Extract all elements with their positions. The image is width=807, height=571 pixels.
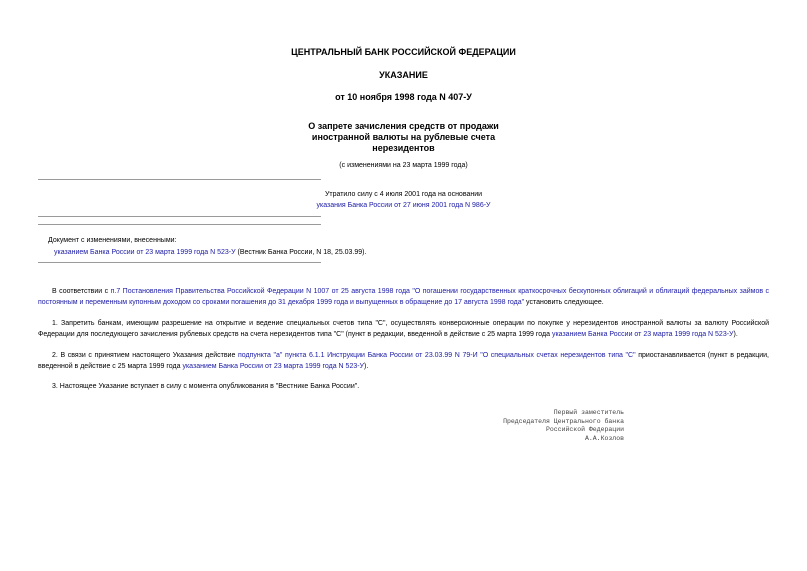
divider bbox=[38, 216, 321, 217]
changes-label: Документ с изменениями, внесенными: bbox=[48, 237, 177, 244]
item-1-link[interactable]: указанием Банка России от 23 марта 1999 года N 523-У bbox=[551, 331, 734, 338]
signature-name: А.А.Козлов bbox=[584, 434, 624, 442]
subject-line-2: иностранной валюты на рублевые счета bbox=[311, 132, 496, 142]
intro-paragraph bbox=[38, 286, 769, 308]
subject-line-1: О запрете зачисления средств от продажи bbox=[308, 121, 499, 131]
divider bbox=[38, 262, 321, 263]
item-2-instruction-link[interactable]: подпункта "а" пункта 6.1.1 Инструкции Банка России от 23.03.99 N 79-И "О специальных счетах нерезидентов типа "С" bbox=[237, 352, 636, 359]
divider bbox=[38, 179, 321, 180]
amendment-note: (с изменениями на 23 марта 1999 года) bbox=[339, 162, 468, 169]
document-subject bbox=[0, 121, 807, 154]
changes-link[interactable]: указанием Банка России от 23 марта 1999 года N 523-У bbox=[54, 249, 236, 256]
item-2-pre: 2. В связи с принятием настоящего Указания действие bbox=[52, 352, 238, 359]
lost-force-link[interactable]: указания Банка России от 27 июня 2001 года N 986-У bbox=[316, 202, 491, 209]
subject-line-3: нерезидентов bbox=[372, 143, 435, 153]
item-1-text: 1. Запретить банкам, имеющим разрешение на открытие и ведение специальных счетов типа "С", осуществлять конверсионные операции по покупке у нерезидентов иностранной валюты за валюту Российской Федерации для последующего зачисления рублевых средств на счета нерезидентов типа "С" (пункт в редакции, введенной в действие с 25 марта 1999 года bbox=[38, 320, 769, 338]
item-1-end: ). bbox=[733, 331, 738, 338]
signature-block bbox=[470, 409, 624, 443]
intro-decree-link[interactable]: п.7 Постановления Правительства Российской Федерации N 1007 от 25 августа 1998 года "О погашении государственных краткосрочных бескупонных облигаций и облигаций федеральных займов с постоянным и переменным купонным доходом со сроками погашения до 31 декабря 1999 года и выпущенных в обращение до 17 августа 1998 года" bbox=[38, 288, 769, 306]
item-2-paragraph bbox=[38, 350, 769, 372]
signature-line-1: Первый заместитель bbox=[553, 409, 624, 416]
item-2-link[interactable]: указанием Банка России от 23 марта 1999 года N 523-У bbox=[182, 363, 365, 370]
document-date-number: от 10 ноября 1998 года N 407-У bbox=[335, 92, 472, 102]
lost-force-text: Утратило силу с 4 июля 2001 года на основании bbox=[324, 191, 483, 198]
signature-line-2: Председателя Центрального банка bbox=[503, 417, 624, 425]
intro-pre: В соответствии с bbox=[52, 288, 111, 295]
item-1-paragraph bbox=[38, 318, 769, 340]
document-type: УКАЗАНИЕ bbox=[379, 70, 428, 80]
item-3-paragraph: 3. Настоящее Указание вступает в силу с момента опубликования в "Вестнике Банка России". bbox=[52, 383, 360, 390]
changes-line bbox=[54, 249, 366, 256]
item-2-mid: приостанавливается (пункт в редакции, введенной в действие с 25 марта 1999 года bbox=[38, 352, 769, 370]
organization-title: ЦЕНТРАЛЬНЫЙ БАНК РОССИЙСКОЙ ФЕДЕРАЦИИ bbox=[291, 47, 516, 57]
changes-source: (Вестник Банка России, N 18, 25.03.99). bbox=[235, 249, 367, 256]
lost-force-link-row bbox=[0, 202, 807, 209]
signature-line-3: Российской Федерации bbox=[545, 426, 624, 433]
intro-post: установить следующее. bbox=[524, 299, 604, 306]
divider bbox=[38, 224, 321, 225]
item-2-end: ). bbox=[364, 363, 369, 370]
